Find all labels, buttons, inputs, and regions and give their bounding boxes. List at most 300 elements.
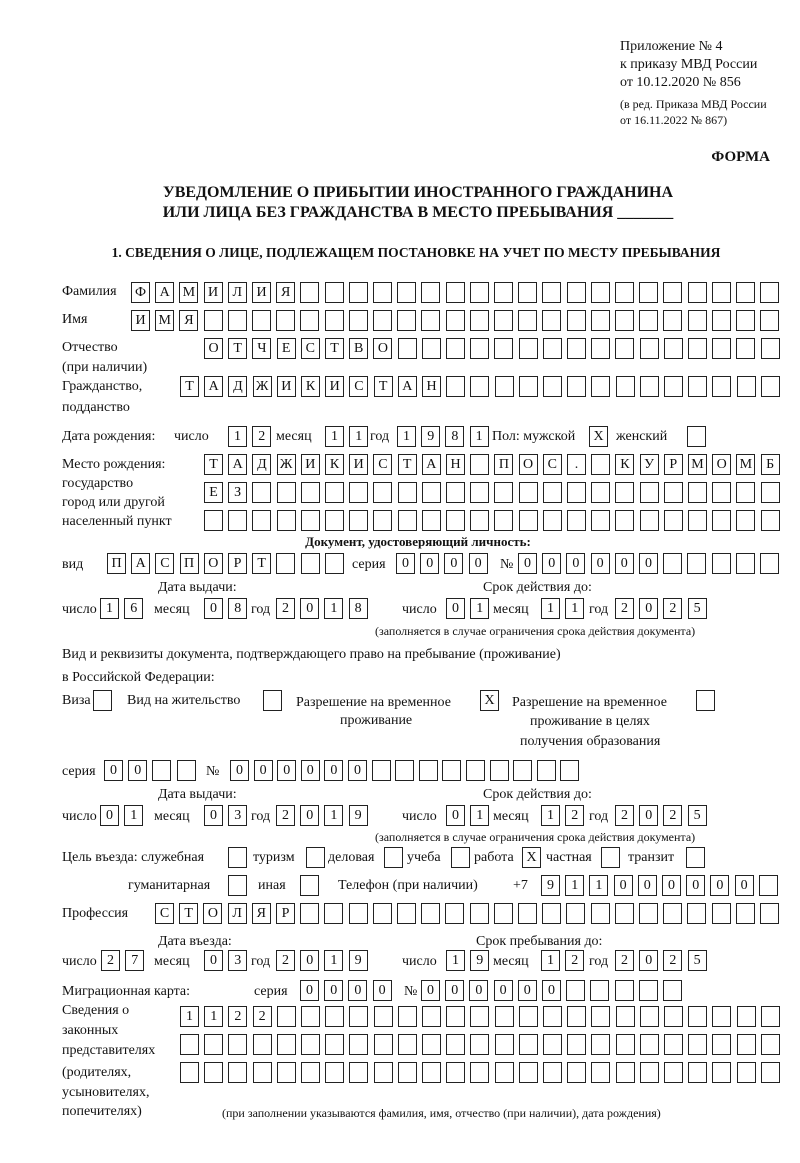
cell-birth-month[interactable]: 1 bbox=[325, 426, 344, 447]
cell-phone[interactable]: 1 bbox=[589, 875, 608, 896]
cell-profession[interactable]: О bbox=[203, 903, 222, 924]
cell-mc-series[interactable]: 0 bbox=[373, 980, 392, 1001]
cell-citizenship[interactable]: И bbox=[277, 376, 296, 397]
checkbox-p-private[interactable] bbox=[601, 847, 620, 868]
cell-phone[interactable] bbox=[759, 875, 778, 896]
cell-permit-issue-month[interactable]: 3 bbox=[228, 805, 247, 826]
cell-birthplace2[interactable] bbox=[519, 482, 538, 503]
cell-reps2[interactable] bbox=[446, 1034, 465, 1055]
cell-reps3[interactable] bbox=[737, 1062, 756, 1083]
cell-stay-month[interactable]: 2 bbox=[565, 950, 584, 971]
cell-doc-issue-day[interactable]: 1 bbox=[100, 598, 119, 619]
cell-doc-number[interactable]: 0 bbox=[615, 553, 634, 574]
cell-birth-year[interactable]: 9 bbox=[421, 426, 440, 447]
cell-birthplace1[interactable]: О bbox=[519, 454, 538, 475]
cell-doc-number[interactable]: 0 bbox=[591, 553, 610, 574]
cell-name[interactable] bbox=[494, 310, 513, 331]
checkbox-sex-female[interactable] bbox=[687, 426, 706, 447]
cell-birthplace2[interactable] bbox=[422, 482, 441, 503]
cell-mc-number[interactable]: 0 bbox=[421, 980, 440, 1001]
cell-doc-valid-month[interactable]: 1 bbox=[565, 598, 584, 619]
cell-phone[interactable]: 0 bbox=[614, 875, 633, 896]
cell-doc-type[interactable]: Р bbox=[228, 553, 247, 574]
cell-permit-series[interactable] bbox=[152, 760, 171, 781]
checkbox-trpe[interactable] bbox=[696, 690, 715, 711]
cell-reps3[interactable] bbox=[422, 1062, 441, 1083]
cell-reps2[interactable] bbox=[204, 1034, 223, 1055]
cell-permit-issue-year[interactable]: 9 bbox=[349, 805, 368, 826]
cell-reps2[interactable] bbox=[519, 1034, 538, 1055]
cell-birthplace3[interactable] bbox=[301, 510, 320, 531]
cell-patronymic[interactable]: С bbox=[301, 338, 320, 359]
cell-permit-number[interactable] bbox=[537, 760, 556, 781]
cell-permit-issue-day[interactable]: 1 bbox=[124, 805, 143, 826]
cell-citizenship[interactable]: А bbox=[204, 376, 223, 397]
cell-reps3[interactable] bbox=[591, 1062, 610, 1083]
cell-reps1[interactable] bbox=[349, 1006, 368, 1027]
cell-doc-valid-year[interactable]: 0 bbox=[639, 598, 658, 619]
cell-reps1[interactable] bbox=[495, 1006, 514, 1027]
cell-reps1[interactable] bbox=[519, 1006, 538, 1027]
cell-permit-issue-year[interactable]: 1 bbox=[324, 805, 343, 826]
cell-reps2[interactable] bbox=[761, 1034, 780, 1055]
cell-mc-number[interactable] bbox=[639, 980, 658, 1001]
cell-citizenship[interactable] bbox=[470, 376, 489, 397]
cell-permit-number[interactable]: 0 bbox=[230, 760, 249, 781]
cell-reps1[interactable] bbox=[616, 1006, 635, 1027]
cell-mc-number[interactable]: 0 bbox=[445, 980, 464, 1001]
cell-phone[interactable]: 0 bbox=[686, 875, 705, 896]
cell-birthplace3[interactable] bbox=[688, 510, 707, 531]
cell-birthplace2[interactable] bbox=[301, 482, 320, 503]
cell-surname[interactable] bbox=[736, 282, 755, 303]
cell-permit-valid-year[interactable]: 0 bbox=[639, 805, 658, 826]
cell-doc-number[interactable]: 0 bbox=[542, 553, 561, 574]
cell-profession[interactable] bbox=[663, 903, 682, 924]
cell-reps3[interactable] bbox=[470, 1062, 489, 1083]
cell-mc-series[interactable]: 0 bbox=[348, 980, 367, 1001]
cell-birthplace2[interactable]: Е bbox=[204, 482, 223, 503]
cell-reps2[interactable] bbox=[180, 1034, 199, 1055]
cell-mc-number[interactable] bbox=[663, 980, 682, 1001]
cell-permit-valid-year[interactable]: 2 bbox=[663, 805, 682, 826]
cell-phone[interactable]: 9 bbox=[541, 875, 560, 896]
cell-reps2[interactable] bbox=[567, 1034, 586, 1055]
cell-reps3[interactable] bbox=[180, 1062, 199, 1083]
cell-permit-number[interactable] bbox=[490, 760, 509, 781]
cell-birthplace2[interactable] bbox=[325, 482, 344, 503]
cell-profession[interactable]: Я bbox=[252, 903, 271, 924]
cell-entry-day[interactable]: 2 bbox=[101, 950, 120, 971]
cell-birthplace3[interactable] bbox=[494, 510, 513, 531]
cell-profession[interactable] bbox=[566, 903, 585, 924]
cell-permit-series[interactable] bbox=[177, 760, 196, 781]
cell-patronymic[interactable] bbox=[736, 338, 755, 359]
cell-doc-number[interactable]: 0 bbox=[518, 553, 537, 574]
cell-permit-issue-month[interactable]: 0 bbox=[204, 805, 223, 826]
cell-birthplace1[interactable]: У bbox=[640, 454, 659, 475]
cell-citizenship[interactable]: Т bbox=[180, 376, 199, 397]
cell-reps1[interactable] bbox=[688, 1006, 707, 1027]
cell-birthplace1[interactable]: А bbox=[422, 454, 441, 475]
cell-mc-number[interactable]: 0 bbox=[542, 980, 561, 1001]
cell-reps3[interactable] bbox=[664, 1062, 683, 1083]
cell-profession[interactable] bbox=[421, 903, 440, 924]
cell-birthplace3[interactable] bbox=[252, 510, 271, 531]
cell-profession[interactable] bbox=[494, 903, 513, 924]
cell-stay-year[interactable]: 2 bbox=[663, 950, 682, 971]
cell-reps2[interactable] bbox=[253, 1034, 272, 1055]
cell-birthplace3[interactable] bbox=[349, 510, 368, 531]
cell-stay-month[interactable]: 1 bbox=[541, 950, 560, 971]
cell-stay-day[interactable]: 9 bbox=[470, 950, 489, 971]
cell-birthplace3[interactable] bbox=[422, 510, 441, 531]
cell-mc-series[interactable]: 0 bbox=[300, 980, 319, 1001]
cell-profession[interactable] bbox=[300, 903, 319, 924]
cell-reps3[interactable] bbox=[446, 1062, 465, 1083]
cell-doc-type[interactable]: А bbox=[131, 553, 150, 574]
cell-birth-year[interactable]: 1 bbox=[397, 426, 416, 447]
cell-permit-valid-month[interactable]: 2 bbox=[565, 805, 584, 826]
cell-reps2[interactable] bbox=[616, 1034, 635, 1055]
cell-permit-number[interactable] bbox=[419, 760, 438, 781]
cell-birthplace2[interactable] bbox=[252, 482, 271, 503]
cell-birthplace1[interactable]: М bbox=[688, 454, 707, 475]
cell-reps2[interactable] bbox=[228, 1034, 247, 1055]
cell-birthplace2[interactable]: З bbox=[228, 482, 247, 503]
cell-profession[interactable] bbox=[760, 903, 779, 924]
cell-entry-year[interactable]: 9 bbox=[349, 950, 368, 971]
cell-citizenship[interactable]: К bbox=[301, 376, 320, 397]
cell-doc-issue-year[interactable]: 1 bbox=[324, 598, 343, 619]
cell-doc-issue-year[interactable]: 8 bbox=[349, 598, 368, 619]
cell-reps3[interactable] bbox=[543, 1062, 562, 1083]
cell-name[interactable] bbox=[591, 310, 610, 331]
cell-birthplace2[interactable] bbox=[494, 482, 513, 503]
cell-profession[interactable] bbox=[324, 903, 343, 924]
cell-reps3[interactable] bbox=[325, 1062, 344, 1083]
cell-doc-type[interactable]: П bbox=[180, 553, 199, 574]
cell-name[interactable] bbox=[712, 310, 731, 331]
cell-profession[interactable] bbox=[518, 903, 537, 924]
cell-permit-series[interactable]: 0 bbox=[104, 760, 123, 781]
cell-permit-valid-day[interactable]: 1 bbox=[470, 805, 489, 826]
cell-birthplace2[interactable] bbox=[349, 482, 368, 503]
cell-phone[interactable]: 0 bbox=[662, 875, 681, 896]
cell-profession[interactable] bbox=[615, 903, 634, 924]
cell-stay-year[interactable]: 5 bbox=[688, 950, 707, 971]
cell-birthplace3[interactable] bbox=[736, 510, 755, 531]
cell-permit-issue-year[interactable]: 0 bbox=[300, 805, 319, 826]
cell-birthplace2[interactable] bbox=[277, 482, 296, 503]
cell-doc-series[interactable]: 0 bbox=[420, 553, 439, 574]
cell-reps1[interactable]: 1 bbox=[204, 1006, 223, 1027]
cell-permit-number[interactable] bbox=[466, 760, 485, 781]
cell-birthplace3[interactable] bbox=[591, 510, 610, 531]
cell-birthplace1[interactable] bbox=[591, 454, 610, 475]
cell-profession[interactable] bbox=[639, 903, 658, 924]
cell-permit-valid-year[interactable]: 5 bbox=[688, 805, 707, 826]
cell-birthplace1[interactable]: Н bbox=[446, 454, 465, 475]
cell-reps1[interactable] bbox=[664, 1006, 683, 1027]
cell-reps3[interactable] bbox=[712, 1062, 731, 1083]
cell-surname[interactable]: Ф bbox=[131, 282, 150, 303]
cell-name[interactable]: М bbox=[155, 310, 174, 331]
cell-birthplace3[interactable] bbox=[664, 510, 683, 531]
cell-citizenship[interactable] bbox=[616, 376, 635, 397]
cell-name[interactable] bbox=[373, 310, 392, 331]
cell-birthplace3[interactable] bbox=[640, 510, 659, 531]
cell-reps2[interactable] bbox=[591, 1034, 610, 1055]
cell-doc-number[interactable] bbox=[663, 553, 682, 574]
cell-patronymic[interactable] bbox=[422, 338, 441, 359]
cell-patronymic[interactable] bbox=[567, 338, 586, 359]
cell-permit-valid-day[interactable]: 0 bbox=[446, 805, 465, 826]
cell-entry-month[interactable]: 3 bbox=[228, 950, 247, 971]
cell-citizenship[interactable]: Ж bbox=[253, 376, 272, 397]
cell-surname[interactable] bbox=[494, 282, 513, 303]
cell-profession[interactable]: Л bbox=[228, 903, 247, 924]
cell-birthplace1[interactable]: К bbox=[325, 454, 344, 475]
cell-birthplace2[interactable] bbox=[373, 482, 392, 503]
cell-reps3[interactable] bbox=[519, 1062, 538, 1083]
cell-reps3[interactable] bbox=[495, 1062, 514, 1083]
cell-reps3[interactable] bbox=[277, 1062, 296, 1083]
cell-doc-issue-year[interactable]: 2 bbox=[276, 598, 295, 619]
cell-name[interactable] bbox=[639, 310, 658, 331]
cell-birthplace3[interactable] bbox=[567, 510, 586, 531]
cell-surname[interactable] bbox=[542, 282, 561, 303]
cell-name[interactable] bbox=[252, 310, 271, 331]
checkbox-sex-male[interactable]: X bbox=[589, 426, 608, 447]
cell-name[interactable]: И bbox=[131, 310, 150, 331]
cell-doc-type[interactable] bbox=[276, 553, 295, 574]
cell-birthplace1[interactable]: Т bbox=[398, 454, 417, 475]
cell-citizenship[interactable] bbox=[688, 376, 707, 397]
cell-birthplace3[interactable] bbox=[519, 510, 538, 531]
cell-surname[interactable] bbox=[712, 282, 731, 303]
cell-citizenship[interactable] bbox=[664, 376, 683, 397]
cell-reps2[interactable] bbox=[664, 1034, 683, 1055]
cell-reps1[interactable] bbox=[591, 1006, 610, 1027]
cell-patronymic[interactable] bbox=[761, 338, 780, 359]
cell-doc-number[interactable] bbox=[760, 553, 779, 574]
cell-surname[interactable]: М bbox=[179, 282, 198, 303]
cell-birthplace1[interactable]: Б bbox=[761, 454, 780, 475]
cell-surname[interactable]: Л bbox=[228, 282, 247, 303]
checkbox-p-other[interactable] bbox=[300, 875, 319, 896]
cell-birthplace2[interactable] bbox=[470, 482, 489, 503]
cell-name[interactable] bbox=[470, 310, 489, 331]
cell-citizenship[interactable] bbox=[737, 376, 756, 397]
cell-doc-number[interactable] bbox=[687, 553, 706, 574]
cell-reps3[interactable] bbox=[349, 1062, 368, 1083]
cell-name[interactable] bbox=[421, 310, 440, 331]
checkbox-p-business[interactable] bbox=[384, 847, 403, 868]
cell-surname[interactable] bbox=[325, 282, 344, 303]
cell-profession[interactable] bbox=[687, 903, 706, 924]
cell-doc-series[interactable]: 0 bbox=[444, 553, 463, 574]
cell-reps3[interactable] bbox=[616, 1062, 635, 1083]
cell-patronymic[interactable]: В bbox=[349, 338, 368, 359]
checkbox-p-work[interactable]: X bbox=[522, 847, 541, 868]
cell-citizenship[interactable]: А bbox=[398, 376, 417, 397]
cell-birthplace1[interactable]: П bbox=[494, 454, 513, 475]
cell-permit-series[interactable]: 0 bbox=[128, 760, 147, 781]
cell-reps1[interactable] bbox=[712, 1006, 731, 1027]
cell-reps2[interactable] bbox=[470, 1034, 489, 1055]
cell-permit-number[interactable]: 0 bbox=[254, 760, 273, 781]
cell-doc-number[interactable]: 0 bbox=[566, 553, 585, 574]
cell-reps2[interactable] bbox=[640, 1034, 659, 1055]
cell-reps1[interactable]: 1 bbox=[180, 1006, 199, 1027]
cell-citizenship[interactable]: Н bbox=[422, 376, 441, 397]
cell-reps2[interactable] bbox=[422, 1034, 441, 1055]
cell-birthplace2[interactable] bbox=[398, 482, 417, 503]
cell-birthplace2[interactable] bbox=[567, 482, 586, 503]
cell-surname[interactable] bbox=[397, 282, 416, 303]
cell-surname[interactable] bbox=[591, 282, 610, 303]
cell-birth-day[interactable]: 2 bbox=[252, 426, 271, 447]
cell-stay-day[interactable]: 1 bbox=[446, 950, 465, 971]
cell-birthplace1[interactable]: М bbox=[736, 454, 755, 475]
cell-name[interactable] bbox=[542, 310, 561, 331]
cell-birth-year[interactable]: 8 bbox=[445, 426, 464, 447]
cell-birthplace2[interactable] bbox=[761, 482, 780, 503]
cell-doc-series[interactable]: 0 bbox=[396, 553, 415, 574]
cell-patronymic[interactable]: О bbox=[373, 338, 392, 359]
cell-permit-number[interactable] bbox=[395, 760, 414, 781]
cell-doc-type[interactable] bbox=[325, 553, 344, 574]
cell-reps1[interactable] bbox=[761, 1006, 780, 1027]
cell-patronymic[interactable] bbox=[688, 338, 707, 359]
cell-doc-issue-month[interactable]: 8 bbox=[228, 598, 247, 619]
cell-citizenship[interactable]: Д bbox=[228, 376, 247, 397]
cell-reps1[interactable] bbox=[398, 1006, 417, 1027]
cell-mc-number[interactable]: 0 bbox=[518, 980, 537, 1001]
cell-permit-number[interactable]: 0 bbox=[348, 760, 367, 781]
cell-permit-issue-day[interactable]: 0 bbox=[100, 805, 119, 826]
cell-profession[interactable] bbox=[397, 903, 416, 924]
cell-birthplace3[interactable] bbox=[373, 510, 392, 531]
cell-birthplace2[interactable] bbox=[664, 482, 683, 503]
cell-birthplace1[interactable]: И bbox=[301, 454, 320, 475]
cell-patronymic[interactable]: О bbox=[204, 338, 223, 359]
cell-reps2[interactable] bbox=[737, 1034, 756, 1055]
cell-profession[interactable] bbox=[373, 903, 392, 924]
cell-reps1[interactable] bbox=[567, 1006, 586, 1027]
cell-doc-number[interactable] bbox=[736, 553, 755, 574]
cell-mc-number[interactable] bbox=[590, 980, 609, 1001]
cell-reps3[interactable] bbox=[374, 1062, 393, 1083]
cell-entry-year[interactable]: 0 bbox=[300, 950, 319, 971]
cell-name[interactable] bbox=[397, 310, 416, 331]
cell-permit-number[interactable]: 0 bbox=[324, 760, 343, 781]
cell-birthplace1[interactable]: . bbox=[567, 454, 586, 475]
cell-citizenship[interactable] bbox=[591, 376, 610, 397]
cell-reps2[interactable] bbox=[301, 1034, 320, 1055]
cell-patronymic[interactable] bbox=[446, 338, 465, 359]
cell-doc-number[interactable] bbox=[712, 553, 731, 574]
cell-name[interactable] bbox=[760, 310, 779, 331]
checkbox-p-transit[interactable] bbox=[686, 847, 705, 868]
cell-surname[interactable] bbox=[300, 282, 319, 303]
cell-surname[interactable] bbox=[446, 282, 465, 303]
cell-birthplace1[interactable]: Д bbox=[252, 454, 271, 475]
cell-doc-type[interactable] bbox=[301, 553, 320, 574]
cell-entry-month[interactable]: 0 bbox=[204, 950, 223, 971]
cell-permit-number[interactable] bbox=[372, 760, 391, 781]
cell-reps1[interactable] bbox=[422, 1006, 441, 1027]
cell-birthplace3[interactable] bbox=[446, 510, 465, 531]
cell-reps2[interactable] bbox=[543, 1034, 562, 1055]
cell-patronymic[interactable] bbox=[615, 338, 634, 359]
cell-citizenship[interactable] bbox=[495, 376, 514, 397]
cell-name[interactable] bbox=[446, 310, 465, 331]
cell-birthplace2[interactable] bbox=[640, 482, 659, 503]
cell-birthplace3[interactable] bbox=[543, 510, 562, 531]
cell-doc-valid-year[interactable]: 2 bbox=[663, 598, 682, 619]
cell-profession[interactable] bbox=[349, 903, 368, 924]
cell-surname[interactable] bbox=[567, 282, 586, 303]
cell-doc-valid-year[interactable]: 5 bbox=[688, 598, 707, 619]
cell-permit-number[interactable] bbox=[560, 760, 579, 781]
cell-profession[interactable] bbox=[712, 903, 731, 924]
cell-patronymic[interactable] bbox=[398, 338, 417, 359]
cell-patronymic[interactable] bbox=[470, 338, 489, 359]
cell-birthplace2[interactable] bbox=[712, 482, 731, 503]
cell-stay-year[interactable]: 0 bbox=[639, 950, 658, 971]
cell-stay-year[interactable]: 2 bbox=[615, 950, 634, 971]
cell-reps3[interactable] bbox=[253, 1062, 272, 1083]
cell-reps2[interactable] bbox=[349, 1034, 368, 1055]
cell-reps1[interactable] bbox=[277, 1006, 296, 1027]
cell-reps3[interactable] bbox=[688, 1062, 707, 1083]
cell-name[interactable] bbox=[736, 310, 755, 331]
cell-doc-issue-year[interactable]: 0 bbox=[300, 598, 319, 619]
cell-doc-series[interactable]: 0 bbox=[469, 553, 488, 574]
cell-doc-valid-month[interactable]: 1 bbox=[541, 598, 560, 619]
cell-birthplace2[interactable] bbox=[615, 482, 634, 503]
cell-surname[interactable]: Я bbox=[276, 282, 295, 303]
cell-birthplace3[interactable] bbox=[325, 510, 344, 531]
cell-doc-type[interactable]: П bbox=[107, 553, 126, 574]
cell-birthplace1[interactable]: Ж bbox=[277, 454, 296, 475]
cell-birthplace3[interactable] bbox=[277, 510, 296, 531]
cell-patronymic[interactable] bbox=[494, 338, 513, 359]
cell-birthplace1[interactable]: С bbox=[543, 454, 562, 475]
cell-citizenship[interactable] bbox=[519, 376, 538, 397]
cell-reps1[interactable]: 2 bbox=[253, 1006, 272, 1027]
cell-permit-valid-month[interactable]: 1 bbox=[541, 805, 560, 826]
cell-name[interactable]: Я bbox=[179, 310, 198, 331]
cell-name[interactable] bbox=[567, 310, 586, 331]
cell-phone[interactable]: 0 bbox=[710, 875, 729, 896]
cell-birth-year[interactable]: 1 bbox=[470, 426, 489, 447]
cell-mc-number[interactable]: 0 bbox=[469, 980, 488, 1001]
cell-citizenship[interactable] bbox=[446, 376, 465, 397]
cell-birth-month[interactable]: 1 bbox=[349, 426, 368, 447]
cell-doc-number[interactable]: 0 bbox=[639, 553, 658, 574]
cell-surname[interactable]: И bbox=[252, 282, 271, 303]
cell-profession[interactable]: Т bbox=[179, 903, 198, 924]
checkbox-p-humanitarian[interactable] bbox=[228, 875, 247, 896]
cell-reps2[interactable] bbox=[277, 1034, 296, 1055]
cell-citizenship[interactable] bbox=[761, 376, 780, 397]
checkbox-p-official[interactable] bbox=[228, 847, 247, 868]
cell-surname[interactable] bbox=[518, 282, 537, 303]
cell-citizenship[interactable]: С bbox=[349, 376, 368, 397]
